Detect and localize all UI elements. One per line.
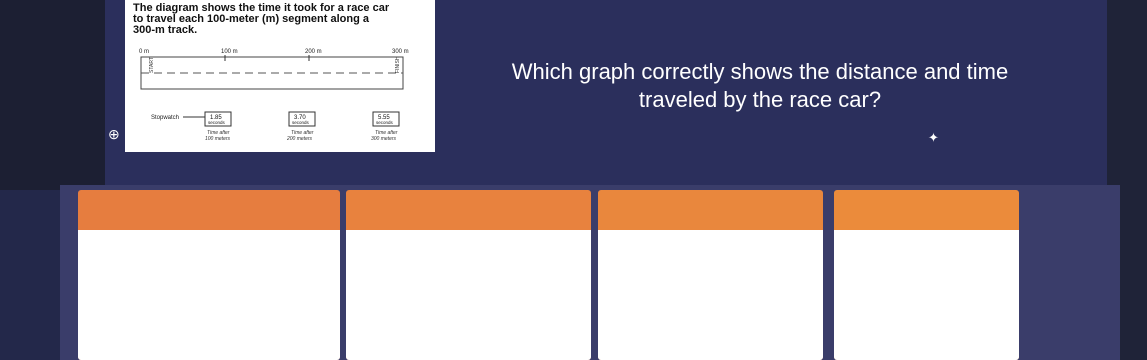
stopwatch-label: Stopwatch [151,115,180,121]
question-line-1: Which graph correctly shows the distance and time [511,59,1009,84]
stopwatch-2-time: 3.70 [294,115,306,121]
answer-option-b[interactable] [346,190,591,360]
problem-line-2: to travel each 100-meter (m) segment along a [133,13,369,25]
question-line-2: traveled by the race car? [638,87,882,112]
stopwatch-3-time: 5.55 [378,115,390,121]
stopwatch-3-unit: seconds [376,120,393,125]
stopwatch-2-unit: seconds [292,120,309,125]
stopwatch-1-time: 1.85 [210,115,222,121]
stopwatch-2 [286,112,315,142]
track-mark-300: 300 m [392,49,409,55]
stopwatch-3-caption-2: 300 meters [371,136,397,142]
stopwatch-3-caption-1: Time after [375,130,398,136]
zoom-in-icon[interactable]: ⊕ [108,126,120,142]
track-mark-0: 0 m [139,49,150,55]
race-track-diagram [137,47,427,97]
monitor-bezel-left [0,0,110,190]
stopwatch-row [137,110,427,150]
stopwatch-1 [205,112,231,142]
problem-line-1: The diagram shows the time it took for a race car [133,2,390,14]
problem-text [125,0,435,36]
answer-option-c[interactable] [598,190,823,360]
problem-line-3: 300-m track. [133,24,198,36]
answer-option-d[interactable] [834,190,1019,360]
stopwatch-1-caption-1: Time after [207,130,230,136]
finish-label: FINISH [395,56,401,73]
track-mark-200: 200 m [305,49,322,55]
track-mark-100: 100 m [221,49,238,55]
stopwatch-1-unit: seconds [208,120,225,125]
sparkle-icon: ✦ [928,130,939,145]
stopwatch-1-caption-2: 100 meters [205,136,231,142]
stopwatch-2-caption-1: Time after [291,130,314,136]
problem-diagram-card [125,0,435,152]
start-label: START [149,57,155,73]
stopwatch-3 [371,112,399,142]
stopwatch-2-caption-2: 200 meters [287,136,313,142]
answer-option-a[interactable] [78,190,340,360]
question-text [480,58,1040,114]
